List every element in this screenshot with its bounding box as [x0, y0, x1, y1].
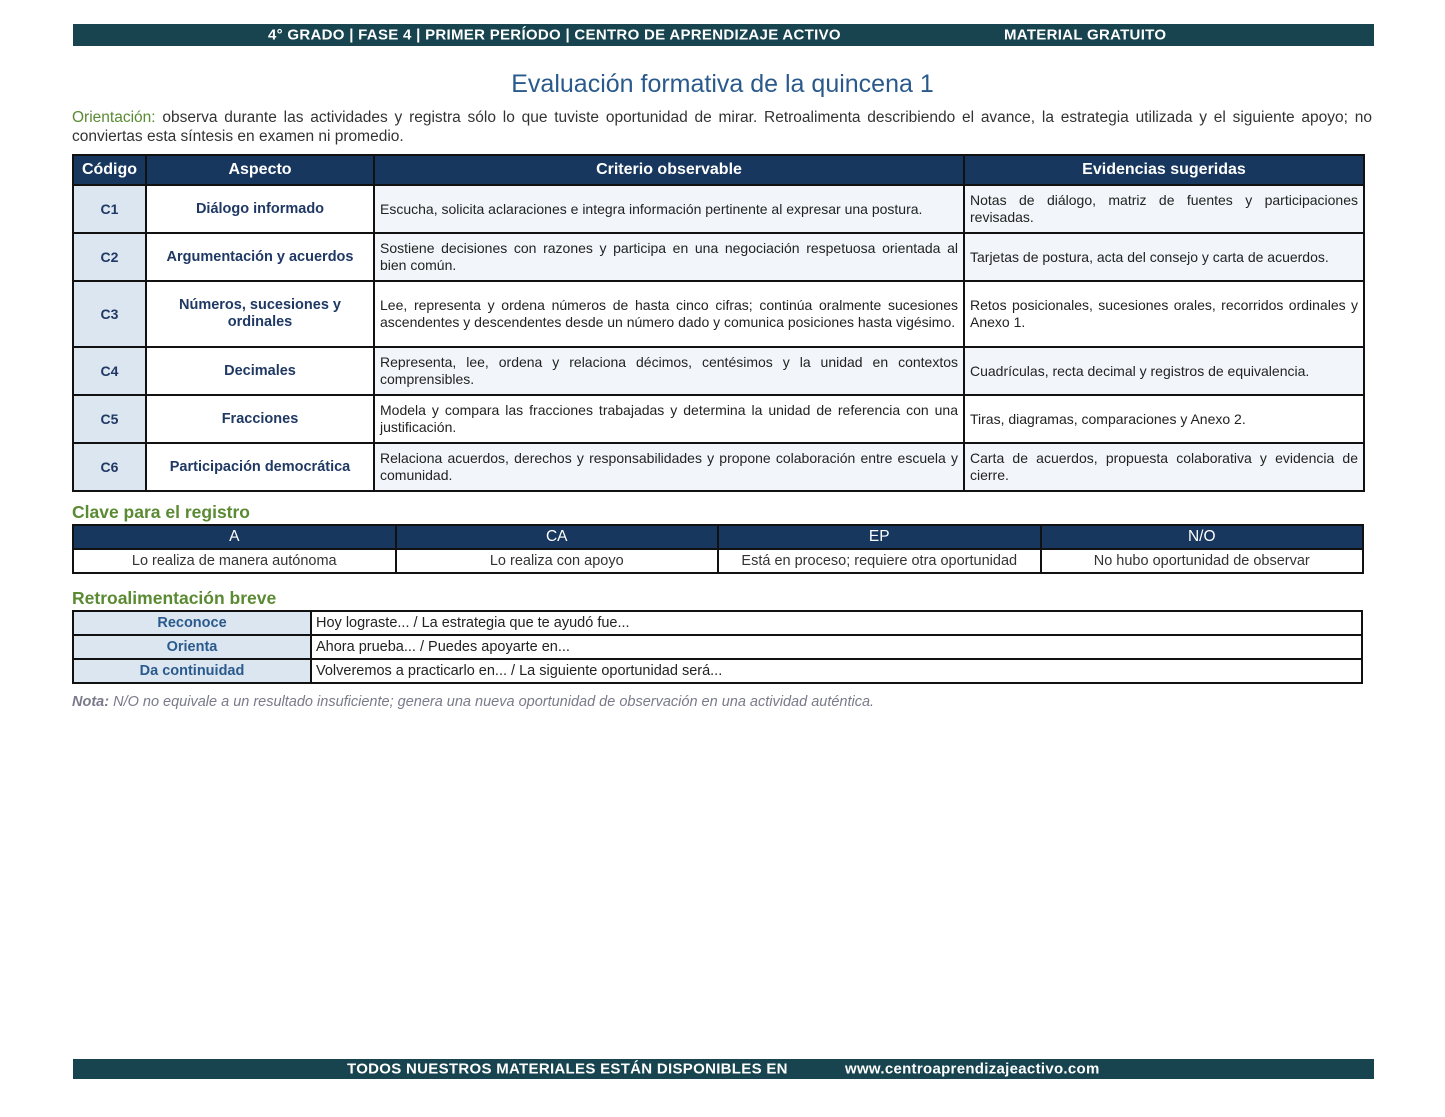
row-evidence: Cuadrículas, recta decimal y registros de equivalencia. [964, 347, 1364, 395]
footer-text: TODOS NUESTROS MATERIALES ESTÁN DISPONIBLES EN [347, 1060, 788, 1078]
note [72, 694, 874, 710]
key-descriptions-row [73, 549, 1363, 573]
key-code: CA [396, 525, 719, 549]
row-code: C2 [73, 233, 146, 281]
row-aspect: Argumentación y acuerdos [146, 233, 374, 281]
table-row [73, 347, 1364, 395]
footer-band [73, 1059, 1374, 1079]
header-aspect: Aspecto [146, 155, 374, 185]
row-evidence: Notas de diálogo, matriz de fuentes y participaciones revisadas. [964, 185, 1364, 233]
row-criterion: Relaciona acuerdos, derechos y responsabilidades y propone colaboración entre escuela y comunidad. [374, 443, 964, 491]
feedback-value: Volveremos a practicarlo en... / La siguiente oportunidad será... [311, 659, 1362, 683]
key-description: Lo realiza de manera autónoma [73, 549, 396, 573]
orientation-paragraph [72, 108, 1372, 146]
key-description: Está en proceso; requiere otra oportunidad [718, 549, 1041, 573]
feedback-section-title: Retroalimentación breve [72, 588, 277, 608]
row-criterion: Sostiene decisiones con razones y participa en una negociación respetuosa orientada al bien común. [374, 233, 964, 281]
table-row [73, 233, 1364, 281]
row-evidence: Tiras, diagramas, comparaciones y Anexo 2. [964, 395, 1364, 443]
row-criterion: Representa, lee, ordena y relaciona décimos, centésimos y la unidad en contextos comprensibles. [374, 347, 964, 395]
header-free-material: MATERIAL GRATUITO [1004, 26, 1167, 44]
row-criterion: Lee, representa y ordena números de hasta cinco cifras; continúa oralmente sucesiones ascendentes y descendentes desde un número dado y comunica posiciones hasta vigésimo. [374, 281, 964, 347]
table-row [73, 281, 1364, 347]
key-table [72, 524, 1364, 574]
header-evidence: Evidencias sugeridas [964, 155, 1364, 185]
feedback-row [73, 659, 1362, 683]
page-title: Evaluación formativa de la quincena 1 [511, 70, 934, 98]
key-code: A [73, 525, 396, 549]
key-codes-row [73, 525, 1363, 549]
row-aspect: Números, sucesiones y ordinales [146, 281, 374, 347]
header-band [73, 24, 1374, 46]
orientation-label: Orientación: [72, 109, 156, 126]
row-evidence: Retos posicionales, sucesiones orales, recorridos ordinales y Anexo 1. [964, 281, 1364, 347]
row-evidence: Carta de acuerdos, propuesta colaborativa y evidencia de cierre. [964, 443, 1364, 491]
row-aspect: Participación democrática [146, 443, 374, 491]
row-aspect: Diálogo informado [146, 185, 374, 233]
table-row [73, 185, 1364, 233]
evaluation-table [72, 154, 1365, 492]
row-aspect: Fracciones [146, 395, 374, 443]
table-row [73, 395, 1364, 443]
feedback-table [72, 610, 1363, 684]
evaluation-table-header [73, 155, 1364, 185]
row-aspect: Decimales [146, 347, 374, 395]
feedback-row [73, 611, 1362, 635]
feedback-key: Orienta [73, 635, 311, 659]
feedback-row [73, 635, 1362, 659]
row-code: C4 [73, 347, 146, 395]
key-code: N/O [1041, 525, 1364, 549]
key-section-title: Clave para el registro [72, 502, 250, 522]
header-info: 4° GRADO | FASE 4 | PRIMER PERÍODO | CENTRO DE APRENDIZAJE ACTIVO [268, 26, 841, 44]
row-criterion: Modela y compara las fracciones trabajadas y determina la unidad de referencia con una justificación. [374, 395, 964, 443]
key-code: EP [718, 525, 1041, 549]
note-label: Nota: [72, 694, 110, 710]
row-code: C3 [73, 281, 146, 347]
key-description: No hubo oportunidad de observar [1041, 549, 1364, 573]
note-text: N/O no equivale a un resultado insuficiente; genera una nueva oportunidad de observación en una actividad auténtica. [113, 694, 875, 710]
orientation-text: observa durante las actividades y registra sólo lo que tuviste oportunidad de mirar. Retroalimenta describiendo el avance, la estrategia utilizada y el siguiente apoyo; no conviertas esta síntesis en examen ni promedio. [72, 109, 1372, 145]
row-code: C1 [73, 185, 146, 233]
row-evidence: Tarjetas de postura, acta del consejo y carta de acuerdos. [964, 233, 1364, 281]
row-code: C5 [73, 395, 146, 443]
header-criterion: Criterio observable [374, 155, 964, 185]
row-criterion: Escucha, solicita aclaraciones e integra información pertinente al expresar una postura. [374, 185, 964, 233]
feedback-value: Hoy lograste... / La estrategia que te ayudó fue... [311, 611, 1362, 635]
header-code: Código [73, 155, 146, 185]
feedback-key: Da continuidad [73, 659, 311, 683]
footer-website-link[interactable]: www.centroaprendizajeactivo.com [845, 1060, 1100, 1078]
table-row [73, 443, 1364, 491]
key-description: Lo realiza con apoyo [396, 549, 719, 573]
feedback-value: Ahora prueba... / Puedes apoyarte en... [311, 635, 1362, 659]
row-code: C6 [73, 443, 146, 491]
feedback-key: Reconoce [73, 611, 311, 635]
